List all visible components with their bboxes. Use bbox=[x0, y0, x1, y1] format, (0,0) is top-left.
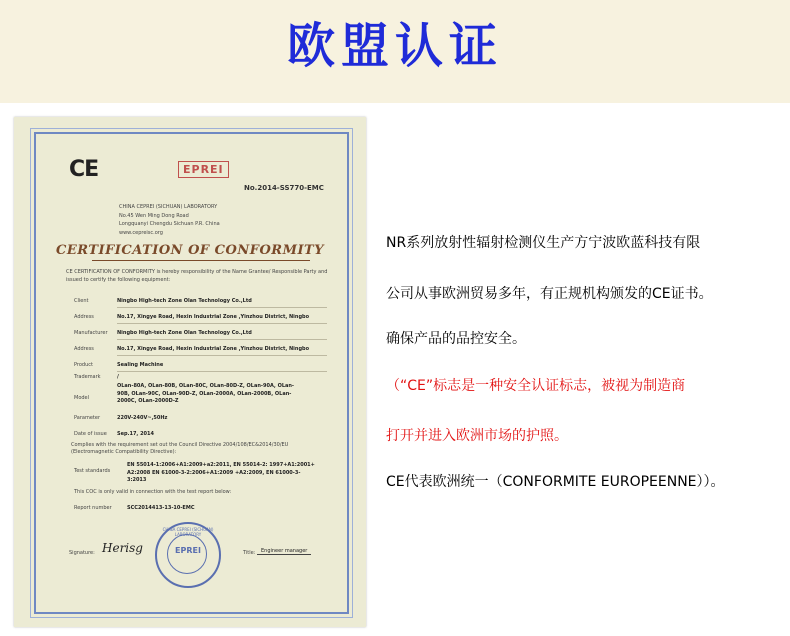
stamp-ring-text: CHINA CEPREI (SICHUAN) LABORATORY bbox=[162, 527, 214, 537]
trademark-value: / bbox=[117, 374, 119, 380]
row-divider bbox=[117, 371, 327, 372]
product-value: Sealing Machine bbox=[117, 362, 164, 368]
test-standards-value: EN 55014-1:2006+A1:2009+a2:2011, EN 55014-2: 1997+A1:2001+ A2:2008 EN 61000-3-2:2006+A1:2009 +A2:2009, EN 61000-3-3:2013 bbox=[127, 462, 315, 483]
ce-mark-logo: CE bbox=[69, 157, 99, 182]
lab-line: www.cepreisc.org bbox=[119, 229, 163, 236]
address-value: No.17, Xingye Road, Hexin Industrial Zone ,Yinzhou District, Ningbo bbox=[117, 346, 310, 352]
row-divider bbox=[117, 355, 327, 356]
eprei-logo: EPREI bbox=[178, 161, 229, 178]
description-line: NR系列放射性辐射检测仪生产方宁波欧蓝科技有限 bbox=[386, 235, 701, 251]
certificate-title: CERTIFICATION OF CONFORMITY bbox=[55, 243, 325, 258]
address-label: Address bbox=[74, 314, 94, 320]
page-title: 欧盟认证 bbox=[286, 18, 503, 74]
client-value: Ningbo High-tech Zone Olan Technology Co.,Ltd bbox=[117, 298, 252, 304]
description-line-highlight: 打开并进入欧洲市场的护照。 bbox=[386, 428, 568, 444]
manufacturer-label: Manufacturer bbox=[74, 330, 108, 336]
model-label: Model bbox=[74, 395, 90, 401]
title-underline bbox=[92, 260, 310, 261]
compliance-statement: Complies with the requirement set out the Council Directive 2004/108/EC&2014/30/EU (Electromagnetic Compatibility Directive): bbox=[71, 442, 289, 455]
header-banner bbox=[0, 0, 790, 103]
seal-stamp bbox=[155, 522, 221, 588]
coc-note: This COC is only valid in connection with the test report below: bbox=[74, 489, 232, 495]
certificate-intro: CE CERTIFICATION OF CONFORMITY is hereby responsibility of the Name Grantee/ Responsible Party and issued to certify the following equipment: bbox=[66, 269, 328, 283]
report-number-value: SCC2014413-13-10-EMC bbox=[127, 505, 195, 511]
row-divider bbox=[117, 339, 327, 340]
row-divider bbox=[117, 307, 327, 308]
description-line: 公司从事欧洲贸易多年，有正规机构颁发的CE证书。 bbox=[386, 286, 713, 302]
certificate-image bbox=[14, 117, 366, 627]
date-of-issue-value: Sep.17, 2014 bbox=[117, 431, 154, 437]
client-label: Client bbox=[74, 298, 89, 304]
lab-line: Longquanyi Chengdu Sichuan P.R. China bbox=[119, 221, 220, 227]
address-label: Address bbox=[74, 346, 94, 352]
trademark-label: Trademark bbox=[74, 374, 101, 380]
row-divider bbox=[117, 323, 327, 324]
signature: Herisg bbox=[102, 541, 143, 555]
lab-line: CHINA CEPREI (SICHUAN) LABORATORY bbox=[119, 204, 218, 210]
parameter-value: 220V-240V~,50Hz bbox=[117, 415, 168, 421]
report-number-label: Report number bbox=[74, 505, 112, 511]
stamp-text: EPREI bbox=[175, 546, 201, 555]
signature-label: Signature: bbox=[69, 550, 95, 556]
address-value: No.17, Xingye Road, Hexin Industrial Zone ,Yinzhou District, Ningbo bbox=[117, 314, 310, 320]
laboratory-address bbox=[119, 203, 289, 237]
test-standards-label: Test standards bbox=[74, 468, 111, 474]
date-of-issue-label: Date of issue bbox=[74, 431, 107, 437]
model-value: OLan-80A, OLan-80B, OLan-80C, OLan-80D-Z, OLan-90A, OLan-90B, OLan-90C, OLan-90D-Z, OLan-2000A, OLan-2000B, OLan-2000C, OLan-2000D-Z bbox=[117, 383, 295, 404]
product-label: Product bbox=[74, 362, 93, 368]
description-line-highlight: （“CE”标志是一种安全认证标志，被视为制造商 bbox=[386, 378, 686, 394]
lab-line: No.45 Wen Ming Dong Road bbox=[119, 212, 189, 219]
description-line: CE代表欧洲统一（CONFORMITE EUROPEENNE））。 bbox=[386, 474, 725, 490]
title-label: Title: bbox=[243, 550, 256, 556]
certificate-number: No.2014-SS770-EMC bbox=[244, 184, 324, 192]
parameter-label: Parameter bbox=[74, 415, 101, 421]
description-line: 确保产品的品控安全。 bbox=[386, 331, 526, 347]
manufacturer-value: Ningbo High-tech Zone Olan Technology Co.,Ltd bbox=[117, 330, 252, 336]
title-value: Engineer manager bbox=[257, 548, 311, 555]
